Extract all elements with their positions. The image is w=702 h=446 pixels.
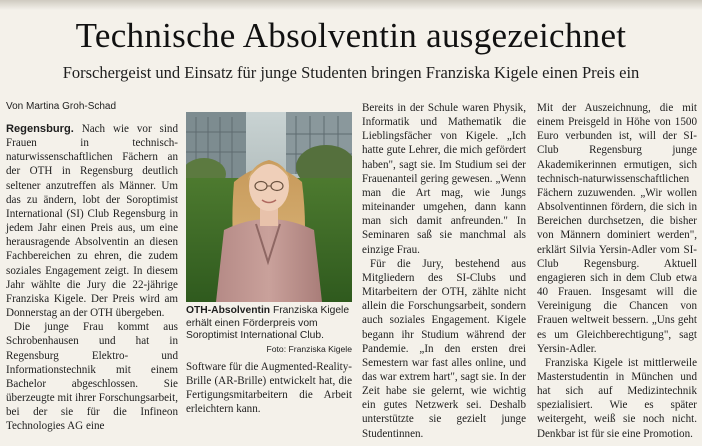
column-2-paragraph: Software für die Augmented-Reality-Brille (AR-Brille) entwickelt hat, die Fertigungsmitarbeitern die Arbeit erleichtern kann. — [186, 361, 352, 416]
column-4 — [537, 101, 697, 441]
byline: Von Martina Groh-Schad — [6, 101, 117, 112]
column-4-paragraph-2: Franziska Kigele ist mittlerweile Masterstudentin in München und hat sich auf Medizintechnik spezialisiert. Wie es später weitergeht, weiß sie noch nicht. Denkbar ist für sie eine Promotion. — [537, 356, 697, 440]
column-4-paragraph-1: Mit der Auszeichnung, die mit einem Preisgeld in Höhe von 1500 Euro verbunden ist, will der SI-Club Regensburg junge Akademikerinnen ermutigen, sich technisch-naturwissenschaftlichen Fächern zuzuwenden. „Wir wollen Absolventinnen fördern, die sich in Bereichen durchsetzen, die bisher von Männern dominiert werden", erklärt Silvia Yersin-Adler vom SI-Club Regensburg. Aktuell engagieren sich in dem Club etwa 40 Frauen. Insgesamt will die Vereinigung die Chancen von Frauen weltweit bessern. „Uns geht es um Gleichberechtigung", sagt Yersin-Adler. — [537, 102, 697, 355]
dateline: Regensburg. — [6, 123, 74, 135]
caption-lead: OTH-Absolventin — [186, 305, 271, 316]
photo-credit: Foto: Franziska Kigele — [266, 343, 352, 354]
column-1-paragraph-2: Die junge Frau kommt aus Schrobenhausen und hat in Regensburg Elektro- und Informationstechnik mit einem Bachelor abgeschlossen. Sie überzeugte mit ihrer Forschungsarbeit, bei der sie für die Infineon Technologies AG eine — [6, 321, 178, 433]
caption-text: Franziska Kigele erhält einen Förderpreis vom Soroptimist International Club. — [186, 305, 350, 341]
photo-caption — [186, 305, 352, 355]
column-3 — [362, 101, 526, 441]
portrait-photo-illustration — [186, 112, 352, 302]
column-1-paragraph-1-text: Nach wie vor sind Frauen in technisch-naturwissenschaftlichen Fächern an der OTH in Regensburg deutlich seltener anzutreffen als Männer. Um das zu ändern, lobt der Soroptimist International (SI) Club Regensburg in jedem Jahr einen Preis aus, um eine herausragende Absolventin an diesen Fachbereichen zu ehren, die zudem soziales Engagement zeigt. In diesem Jahr wählte die Jury die 22-jährige Franziska Kigele. Der Preis wird am Donnerstag an der OTH übergeben. — [6, 123, 178, 320]
column-3-paragraph-2: Für die Jury, bestehend aus Mitgliedern des SI-Clubs und Mitarbeitern der OTH, zählte nicht allein die Forschungsarbeit, sondern auch soziales Engagement. Kigele begann ihr Studium während der Pandemie. „In den ersten drei Semestern war fast alles online, und das war extrem hart", sagt sie. In der Zeit habe sie gelernt, wie wichtig ein gutes Netzwerk sei. Deshalb unterstützte sie gezielt junge Studentinnen. — [362, 257, 526, 440]
previous-article-edge — [0, 0, 702, 10]
column-3-paragraph-1: Bereits in der Schule waren Physik, Informatik und Mathematik die Lieblingsfächer von Kigele. „Ich hatte gute Lehrer, die mich gefördert haben", sagt sie. Im Studium sei der Frauenanteil gering gewesen. „Wenn man die Art mag, wie Jungs miteinander umgehen, dann kann man sich damit anfreunden." In Seminaren saß sie manchmal als einzige Frau. — [362, 102, 526, 256]
column-1 — [6, 122, 178, 433]
column-1-paragraph-1 — [6, 122, 178, 320]
headline: Technische Absolventin ausgezeichnet — [75, 16, 627, 55]
column-2 — [186, 360, 352, 417]
subheadline: Forschergeist und Einsatz für junge Studenten bringen Franziska Kigele einen Preis ein — [62, 63, 640, 82]
portrait-photo — [186, 112, 352, 302]
